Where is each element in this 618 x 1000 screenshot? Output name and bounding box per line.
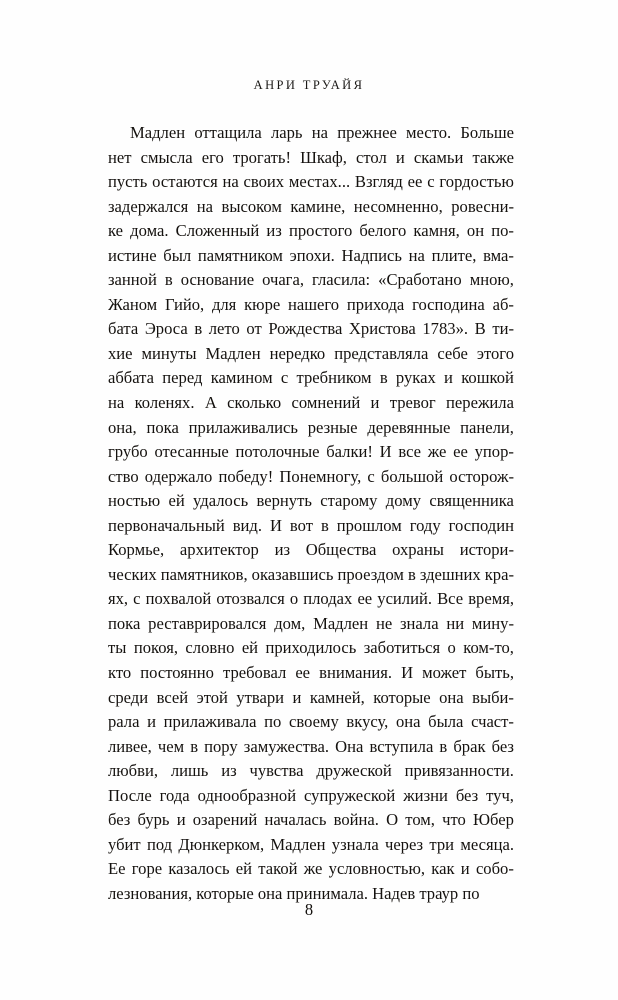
body-word: с bbox=[133, 589, 141, 609]
body-word: Сложенный bbox=[175, 221, 260, 241]
body-word: по bbox=[264, 712, 282, 732]
body-word: через bbox=[384, 834, 424, 854]
body-word: месяца. bbox=[460, 834, 514, 854]
body-word: ностью bbox=[108, 491, 161, 511]
body-word: своему bbox=[289, 712, 339, 732]
body-word: чем bbox=[157, 736, 185, 756]
body-word: быть, bbox=[475, 663, 514, 683]
body-word: для bbox=[211, 294, 237, 314]
body-word: вступила bbox=[369, 736, 434, 756]
body-word: хие bbox=[108, 343, 133, 363]
body-word: сомнений bbox=[291, 393, 361, 413]
body-word: священника bbox=[429, 491, 514, 511]
body-word: деревянные bbox=[367, 417, 451, 437]
body-word: Дюнкерком, bbox=[178, 834, 265, 854]
body-word: на bbox=[222, 172, 239, 192]
body-word: О bbox=[386, 810, 399, 830]
body-word: архитектор bbox=[179, 540, 259, 560]
body-line bbox=[108, 808, 514, 833]
body-word: и bbox=[460, 859, 470, 879]
body-word: прилаживала bbox=[163, 712, 257, 732]
body-word: в bbox=[190, 736, 199, 756]
body-line bbox=[108, 735, 514, 760]
body-line bbox=[108, 563, 514, 588]
body-word: приходилось bbox=[265, 638, 357, 658]
body-word: своих bbox=[243, 172, 285, 192]
body-word: Взгляд bbox=[354, 172, 403, 192]
body-word: Мадлен bbox=[270, 834, 326, 854]
body-word: вма- bbox=[483, 245, 514, 265]
body-word: местах... bbox=[288, 172, 351, 192]
body-word: среди bbox=[108, 687, 149, 707]
body-word: отозвался bbox=[216, 589, 285, 609]
body-word: озарений bbox=[192, 810, 258, 830]
body-word: с bbox=[367, 466, 375, 486]
body-word: простого bbox=[288, 221, 353, 241]
body-word: ком-то, bbox=[463, 638, 514, 658]
body-word: кто bbox=[108, 663, 132, 683]
body-word: ческих bbox=[108, 564, 157, 584]
body-word: плите, bbox=[431, 245, 477, 265]
body-word: без bbox=[491, 736, 514, 756]
body-word: резные bbox=[307, 417, 358, 437]
body-word: война. bbox=[333, 810, 379, 830]
body-word: господина bbox=[412, 294, 485, 314]
body-word: дружеской bbox=[316, 761, 392, 781]
body-line bbox=[108, 440, 514, 465]
body-word: о bbox=[289, 589, 299, 609]
body-word: И bbox=[269, 515, 282, 535]
body-line bbox=[108, 219, 514, 244]
body-line bbox=[108, 686, 514, 711]
body-word: она, bbox=[108, 417, 137, 437]
body-word: представляла bbox=[334, 343, 429, 363]
body-word: первоначальный bbox=[108, 515, 225, 535]
body-word: году bbox=[409, 515, 441, 535]
body-word: себе bbox=[437, 343, 468, 363]
body-line bbox=[108, 587, 514, 612]
body-word: минуты bbox=[141, 343, 197, 363]
body-word: и bbox=[444, 368, 453, 388]
body-word: на bbox=[196, 196, 214, 216]
body-word: без bbox=[108, 810, 131, 830]
body-word: вкусу, bbox=[346, 712, 389, 732]
body-word: такой bbox=[258, 859, 298, 879]
body-word: ство bbox=[108, 466, 139, 486]
body-word: в bbox=[439, 736, 448, 756]
body-word: мину- bbox=[471, 613, 514, 633]
body-word: она bbox=[439, 687, 464, 707]
body-word: одержало bbox=[144, 466, 213, 486]
body-word: камином bbox=[210, 368, 273, 388]
body-word: пору bbox=[204, 736, 238, 756]
body-word: задержался bbox=[108, 196, 189, 216]
body-word: кра- bbox=[484, 564, 514, 584]
body-word: грубо bbox=[108, 442, 148, 462]
body-word: казалось bbox=[168, 859, 230, 879]
body-word: дому bbox=[385, 491, 422, 511]
body-word: Христова bbox=[348, 319, 416, 339]
body-word: здешних bbox=[419, 564, 481, 584]
body-word: замужества. bbox=[243, 736, 330, 756]
body-word: о bbox=[447, 638, 456, 658]
body-word: остаются bbox=[152, 172, 218, 192]
body-word: Все bbox=[437, 589, 464, 609]
body-line bbox=[108, 195, 514, 220]
body-word: коленях. bbox=[134, 393, 195, 413]
body-word: на bbox=[408, 245, 425, 265]
body-word: старому bbox=[320, 491, 378, 511]
body-word: по- bbox=[491, 221, 514, 241]
body-word: прошлом bbox=[336, 515, 402, 535]
body-word: И bbox=[379, 442, 392, 462]
body-word: горе bbox=[131, 859, 163, 879]
body-word: внимания. bbox=[319, 663, 392, 683]
body-word: бата bbox=[108, 319, 139, 339]
body-word: ях, bbox=[108, 589, 129, 609]
body-word: в bbox=[194, 319, 203, 339]
body-line bbox=[108, 538, 514, 563]
body-word: был bbox=[163, 245, 192, 265]
body-word: господин bbox=[448, 515, 514, 535]
body-word: ей bbox=[168, 491, 185, 511]
body-word: ее bbox=[407, 172, 423, 192]
body-word: прежнее bbox=[337, 123, 397, 142]
body-word: дома. bbox=[130, 221, 169, 241]
body-word: на bbox=[108, 393, 125, 413]
body-word: покоя, bbox=[133, 638, 178, 658]
body-word: Больше bbox=[460, 123, 514, 142]
body-word: сколько bbox=[227, 393, 282, 413]
body-word: ливее, bbox=[108, 736, 152, 756]
body-word: пережила bbox=[446, 393, 514, 413]
body-word: Мадлен bbox=[313, 613, 369, 633]
body-word: в bbox=[320, 515, 329, 535]
body-line bbox=[108, 317, 514, 342]
body-word: ей bbox=[235, 859, 253, 879]
body-word: из bbox=[221, 761, 237, 781]
body-word: из bbox=[274, 540, 291, 560]
body-word: истине bbox=[108, 245, 157, 265]
body-word: туч, bbox=[486, 785, 514, 805]
body-word: камней, bbox=[309, 687, 365, 707]
body-word: ее bbox=[453, 442, 468, 462]
body-word: ей bbox=[241, 638, 259, 658]
body-word: в bbox=[379, 368, 388, 388]
body-word: требовал bbox=[222, 663, 287, 683]
body-word: три bbox=[429, 834, 455, 854]
body-word: вот bbox=[289, 515, 313, 535]
body-word: «Сработано bbox=[378, 270, 462, 290]
body-word: убит bbox=[108, 834, 141, 854]
body-word: ти- bbox=[492, 319, 514, 339]
body-text bbox=[108, 121, 514, 907]
body-word: Юбер bbox=[472, 810, 514, 830]
body-word: высоком bbox=[221, 196, 282, 216]
body-word: вид. bbox=[232, 515, 263, 535]
body-word: в bbox=[407, 564, 416, 584]
body-word: 1783». bbox=[422, 319, 469, 339]
body-word: кошкой bbox=[461, 368, 514, 388]
body-word: и bbox=[395, 147, 405, 167]
body-word: пока bbox=[108, 613, 141, 633]
body-word: требником bbox=[296, 368, 372, 388]
body-line bbox=[108, 784, 514, 809]
body-word: камня, bbox=[413, 221, 460, 241]
body-word: охраны bbox=[392, 540, 444, 560]
body-word: и bbox=[176, 810, 186, 830]
body-word: этого bbox=[476, 343, 514, 363]
body-word: оказавшись bbox=[251, 564, 334, 584]
body-word: с bbox=[280, 368, 289, 388]
body-word: и bbox=[147, 712, 157, 732]
body-word: тревог bbox=[389, 393, 436, 413]
body-word: оттащила bbox=[194, 123, 262, 142]
body-line bbox=[108, 170, 514, 195]
body-word: нашего bbox=[288, 294, 340, 314]
body-word: на bbox=[311, 123, 328, 142]
body-word: началась bbox=[264, 810, 327, 830]
body-word: удалось bbox=[193, 491, 249, 511]
body-line bbox=[108, 636, 514, 661]
body-word: И bbox=[401, 663, 414, 683]
body-word: пусть bbox=[108, 172, 148, 192]
body-word: может bbox=[422, 663, 467, 683]
body-word: несомненно, bbox=[353, 196, 443, 216]
body-line bbox=[108, 833, 514, 858]
body-word: аб- bbox=[492, 294, 514, 314]
body-word: постоянно bbox=[140, 663, 214, 683]
body-word: была bbox=[428, 712, 464, 732]
body-word: же bbox=[303, 859, 323, 879]
body-word: собо- bbox=[475, 859, 514, 879]
body-word: очага, bbox=[262, 270, 305, 290]
body-word: том, bbox=[405, 810, 435, 830]
body-word: ее bbox=[357, 589, 373, 609]
body-word: рала bbox=[108, 712, 140, 732]
body-word: большой bbox=[380, 466, 444, 486]
body-word: Рождества bbox=[268, 319, 343, 339]
body-word: смысла bbox=[140, 147, 193, 167]
body-word: Мадлен bbox=[130, 123, 186, 142]
body-word: супружеской bbox=[304, 785, 396, 805]
body-word: ее bbox=[295, 663, 311, 683]
body-word: основание bbox=[180, 270, 255, 290]
body-word: бурь bbox=[137, 810, 170, 830]
body-word: заботиться bbox=[363, 638, 441, 658]
body-word: победу! bbox=[218, 466, 274, 486]
body-word: потолочные bbox=[235, 442, 320, 462]
page-number: 8 bbox=[304, 900, 314, 919]
body-word: выби- bbox=[472, 687, 514, 707]
body-word: не bbox=[375, 613, 393, 633]
body-word: ларь bbox=[270, 123, 303, 142]
body-line bbox=[108, 489, 514, 514]
body-word: занной bbox=[108, 270, 157, 290]
body-word: скамьи bbox=[413, 147, 464, 167]
body-word: ке bbox=[108, 221, 124, 241]
body-word: Понемногу, bbox=[279, 466, 362, 486]
body-line bbox=[108, 416, 514, 441]
body-word: Мадлен bbox=[205, 343, 261, 363]
body-word: что bbox=[442, 810, 466, 830]
body-word: счаст- bbox=[471, 712, 514, 732]
body-word: привязанности. bbox=[404, 761, 514, 781]
body-word: его bbox=[201, 147, 224, 167]
body-word: прихода bbox=[346, 294, 405, 314]
body-word: она bbox=[395, 712, 421, 732]
body-word: лето bbox=[208, 319, 240, 339]
body-word: проездом bbox=[337, 564, 404, 584]
body-word: жизни bbox=[403, 785, 448, 805]
body-word: похвалой bbox=[145, 589, 212, 609]
body-word: также bbox=[472, 147, 514, 167]
body-line bbox=[108, 759, 514, 784]
body-word: перед bbox=[162, 368, 203, 388]
body-word: знала bbox=[399, 613, 439, 633]
body-word: аббата bbox=[108, 368, 155, 388]
body-word: ты bbox=[108, 638, 127, 658]
body-word: брак bbox=[453, 736, 486, 756]
body-word: осторож- bbox=[449, 466, 514, 486]
body-word: в bbox=[164, 270, 173, 290]
body-word: которые bbox=[373, 687, 431, 707]
body-word: всей bbox=[156, 687, 189, 707]
body-word: узнала bbox=[331, 834, 379, 854]
body-word: чувства bbox=[249, 761, 304, 781]
body-word: памятников, bbox=[160, 564, 248, 584]
body-word: утвари bbox=[236, 687, 285, 707]
body-line: лезнования, которые она принимала. Надев траур по bbox=[108, 883, 480, 903]
body-line bbox=[108, 857, 514, 882]
body-line bbox=[108, 244, 514, 269]
body-word: от bbox=[246, 319, 262, 339]
body-word: любви, bbox=[108, 761, 158, 781]
body-line bbox=[108, 121, 514, 146]
body-word: нет bbox=[108, 147, 132, 167]
body-word: эпохи. bbox=[289, 245, 335, 265]
body-line bbox=[108, 391, 514, 416]
body-word: камине, bbox=[290, 196, 346, 216]
body-word: руках bbox=[395, 368, 436, 388]
body-word: В bbox=[474, 319, 486, 339]
body-word: истори- bbox=[459, 540, 514, 560]
body-word: Кормье, bbox=[108, 540, 165, 560]
body-word: отесанные bbox=[154, 442, 229, 462]
body-word: этой bbox=[196, 687, 228, 707]
body-word: балки! bbox=[326, 442, 373, 462]
body-word: все bbox=[398, 442, 422, 462]
body-word: вернуть bbox=[256, 491, 312, 511]
running-head: АНРИ ТРУАЙЯ bbox=[253, 78, 365, 92]
body-word: Эроса bbox=[144, 319, 188, 339]
body-word: упор- bbox=[474, 442, 514, 462]
body-line bbox=[108, 293, 514, 318]
body-line bbox=[108, 465, 514, 490]
body-line bbox=[108, 661, 514, 686]
body-word: время, bbox=[468, 589, 514, 609]
body-line bbox=[108, 612, 514, 637]
body-word: памятником bbox=[197, 245, 283, 265]
body-word: Шкаф, bbox=[300, 147, 347, 167]
body-line bbox=[108, 514, 514, 539]
body-word: гласила: bbox=[312, 270, 371, 290]
body-word: усилий. bbox=[377, 589, 432, 609]
body-word: без bbox=[455, 785, 479, 805]
body-word: трогать! bbox=[232, 147, 292, 167]
body-word: После bbox=[108, 785, 152, 805]
body-word: как bbox=[431, 859, 455, 879]
body-word: под bbox=[146, 834, 173, 854]
body-word: прилаживались bbox=[188, 417, 298, 437]
body-word: условностью, bbox=[328, 859, 426, 879]
body-word: место. bbox=[406, 123, 452, 142]
body-word: и bbox=[292, 687, 302, 707]
body-line bbox=[108, 710, 514, 735]
body-word: словно bbox=[185, 638, 235, 658]
body-word: реставрировался bbox=[148, 613, 267, 633]
body-word: ни bbox=[446, 613, 465, 633]
body-line bbox=[108, 366, 514, 391]
body-word: же bbox=[427, 442, 447, 462]
body-word: из bbox=[266, 221, 282, 241]
body-word: гордостью bbox=[439, 172, 514, 192]
body-line bbox=[108, 268, 514, 293]
body-word: пока bbox=[146, 417, 179, 437]
body-line bbox=[108, 146, 514, 171]
body-word: нередко bbox=[269, 343, 326, 363]
body-word: с bbox=[427, 172, 435, 192]
body-word: Жаном bbox=[108, 294, 158, 314]
body-line bbox=[108, 342, 514, 367]
body-word: панели, bbox=[460, 417, 514, 437]
body-word: и bbox=[370, 393, 380, 413]
body-word: Общества bbox=[305, 540, 377, 560]
body-word: кюре bbox=[244, 294, 281, 314]
body-word: белого bbox=[359, 221, 407, 241]
body-word: плодах bbox=[303, 589, 353, 609]
body-word: лишь bbox=[170, 761, 209, 781]
body-word: однообразной bbox=[197, 785, 297, 805]
body-word: стол bbox=[356, 147, 387, 167]
body-word: он bbox=[466, 221, 485, 241]
body-word: Она bbox=[335, 736, 364, 756]
body-word: дом, bbox=[274, 613, 306, 633]
body-word: года bbox=[159, 785, 190, 805]
body-word: Гийо, bbox=[164, 294, 205, 314]
body-word: Ее bbox=[108, 859, 126, 879]
body-word: ровесни- bbox=[451, 196, 514, 216]
body-word: Надпись bbox=[341, 245, 402, 265]
body-word: мною, bbox=[469, 270, 514, 290]
body-word: А bbox=[204, 393, 217, 413]
